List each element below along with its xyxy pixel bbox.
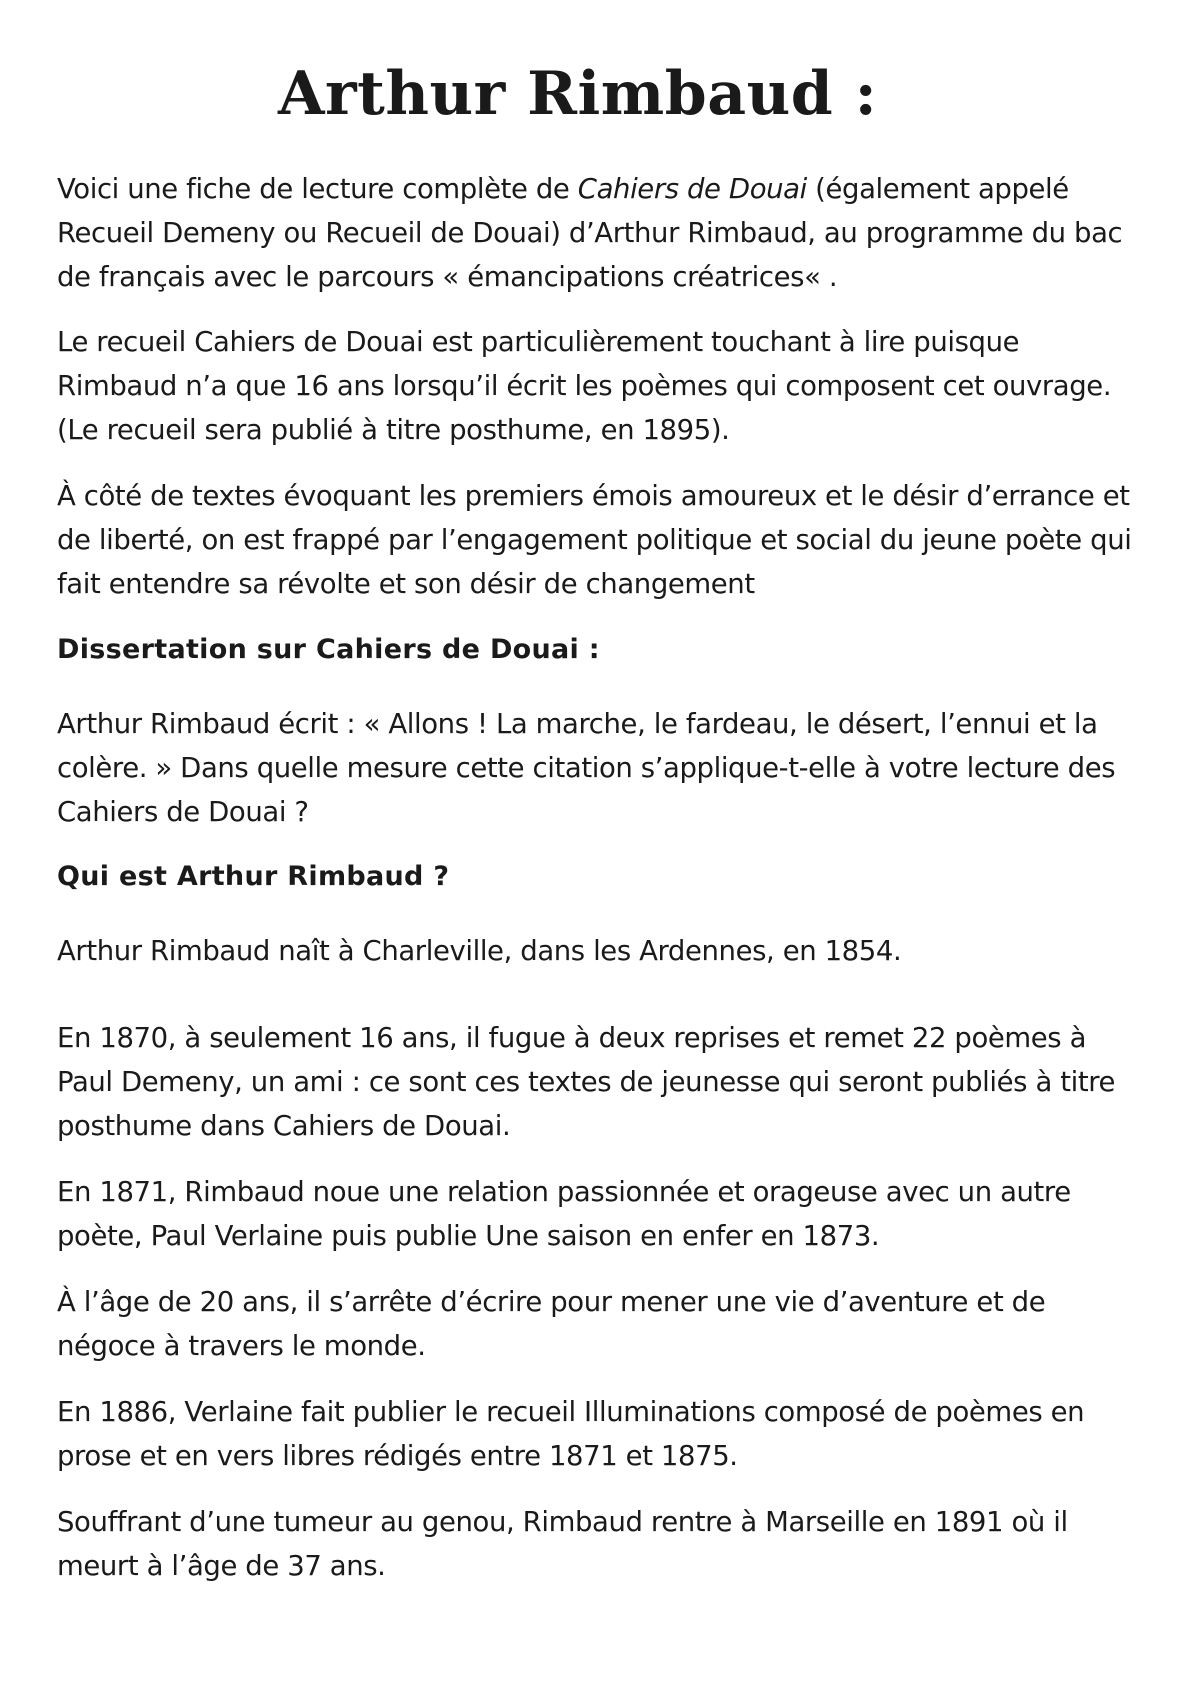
heading-dissertation: Dissertation sur Cahiers de Douai : bbox=[57, 634, 600, 665]
bio-paragraph: En 1886, Verlaine fait publier le recueil Illuminations composé de poèmes en prose et en vers libres rédigés entre 1871 et 1875. bbox=[57, 1396, 1085, 1472]
bio-paragraph: Arthur Rimbaud naît à Charleville, dans les Ardennes, en 1854. bbox=[57, 935, 902, 967]
heading-bio: Qui est Arthur Rimbaud ? bbox=[57, 861, 450, 892]
intro-paragraph bbox=[57, 167, 1147, 299]
paragraph-context: Le recueil Cahiers de Douai est particulièrement touchant à lire puisque Rimbaud n’a que 16 ans lorsqu’il écrit les poèmes qui composent cet ouvrage. (Le recueil sera publié à titre posthume, en 1895). bbox=[57, 326, 1112, 446]
bio-paragraph: À l’âge de 20 ans, il s’arrête d’écrire pour mener une vie d’aventure et de négoce à travers le monde. bbox=[57, 1286, 1046, 1362]
page-title: Arthur Rimbaud : bbox=[278, 59, 878, 129]
bio-paragraph: En 1871, Rimbaud noue une relation passionnée et orageuse avec un autre poète, Paul Verlaine puis publie Une saison en enfer en 1873. bbox=[57, 1176, 1071, 1252]
dissertation-text: Arthur Rimbaud écrit : « Allons ! La marche, le fardeau, le désert, l’ennui et la colère. » Dans quelle mesure cette citation s’applique-t-elle à votre lecture des Cahiers de Douai ? bbox=[57, 708, 1116, 828]
intro-lead: Voici une fiche de lecture complète de bbox=[57, 173, 578, 205]
intro-book-title: Cahiers de Douai bbox=[577, 173, 807, 205]
intro-rest: (également appelé Recueil Demeny ou Recueil de Douai) d’Arthur Rimbaud, au programme du bac de français avec le parcours « émancipations créatrices« . bbox=[57, 173, 1123, 293]
paragraph-themes: À côté de textes évoquant les premiers émois amoureux et le désir d’errance et de liberté, on est frappé par l’engagement politique et social du jeune poète qui fait entendre sa révolte et son désir de changement bbox=[57, 480, 1132, 600]
bio-paragraph: Souffrant d’une tumeur au genou, Rimbaud rentre à Marseille en 1891 où il meurt à l’âge de 37 ans. bbox=[57, 1506, 1068, 1582]
bio-paragraph: En 1870, à seulement 16 ans, il fugue à deux reprises et remet 22 poèmes à Paul Demeny, un ami : ce sont ces textes de jeunesse qui seront publiés à titre posthume dans Cahiers de Douai. bbox=[57, 1022, 1116, 1142]
